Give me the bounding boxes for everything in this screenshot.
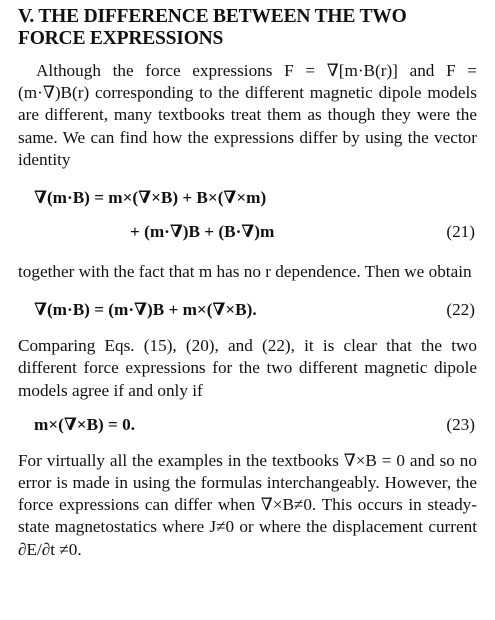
equation-21-number: (21): [446, 222, 475, 242]
equation-22-text: ∇(m·B) = (m·∇)B + m×(∇×B).: [34, 300, 257, 320]
equation-23: [18, 412, 477, 438]
paragraph-conclusion: For virtually all the examples in the textbooks ∇×B = 0 and so no error is made in using the formulas interchangeably. However, the force expressions can differ when ∇×B≠0. This occurs in steady-state magnetostatics where J≠0 or where the displacement current ∂E/∂t ≠0.: [18, 450, 477, 559]
equation-21-line-1: [18, 185, 477, 211]
equation-21-line-2-text: + (m·∇)B + (B·∇)m: [130, 222, 275, 242]
paragraph-obtain: together with the fact that m has no r dependence. Then we obtain: [18, 262, 472, 282]
equation-21-line-1-text: ∇(m·B) = m×(∇×B) + B×(∇×m): [34, 188, 267, 208]
equation-21-line-2: [18, 219, 477, 245]
equation-23-number: (23): [446, 414, 475, 434]
equation-22: [18, 297, 477, 323]
equation-23-text: m×(∇×B) = 0.: [34, 414, 136, 434]
paragraph-comparing: Comparing Eqs. (15), (20), and (22), it is clear that the two different force expressions for the two different magnetic dipole models agree if and only if: [18, 336, 477, 400]
equation-22-number: (22): [446, 300, 475, 320]
paragraph-intro: Although the force expressions F = ∇[m·B(r)] and F = (m·∇)B(r) corresponding to the different magnetic dipole models are different, many textbooks treat them as though they were the same. We can find how the expressions differ by using the vector identity: [18, 61, 477, 169]
section-heading: V. THE DIFFERENCE BETWEEN THE TWO FORCE EXPRESSIONS: [18, 6, 407, 49]
